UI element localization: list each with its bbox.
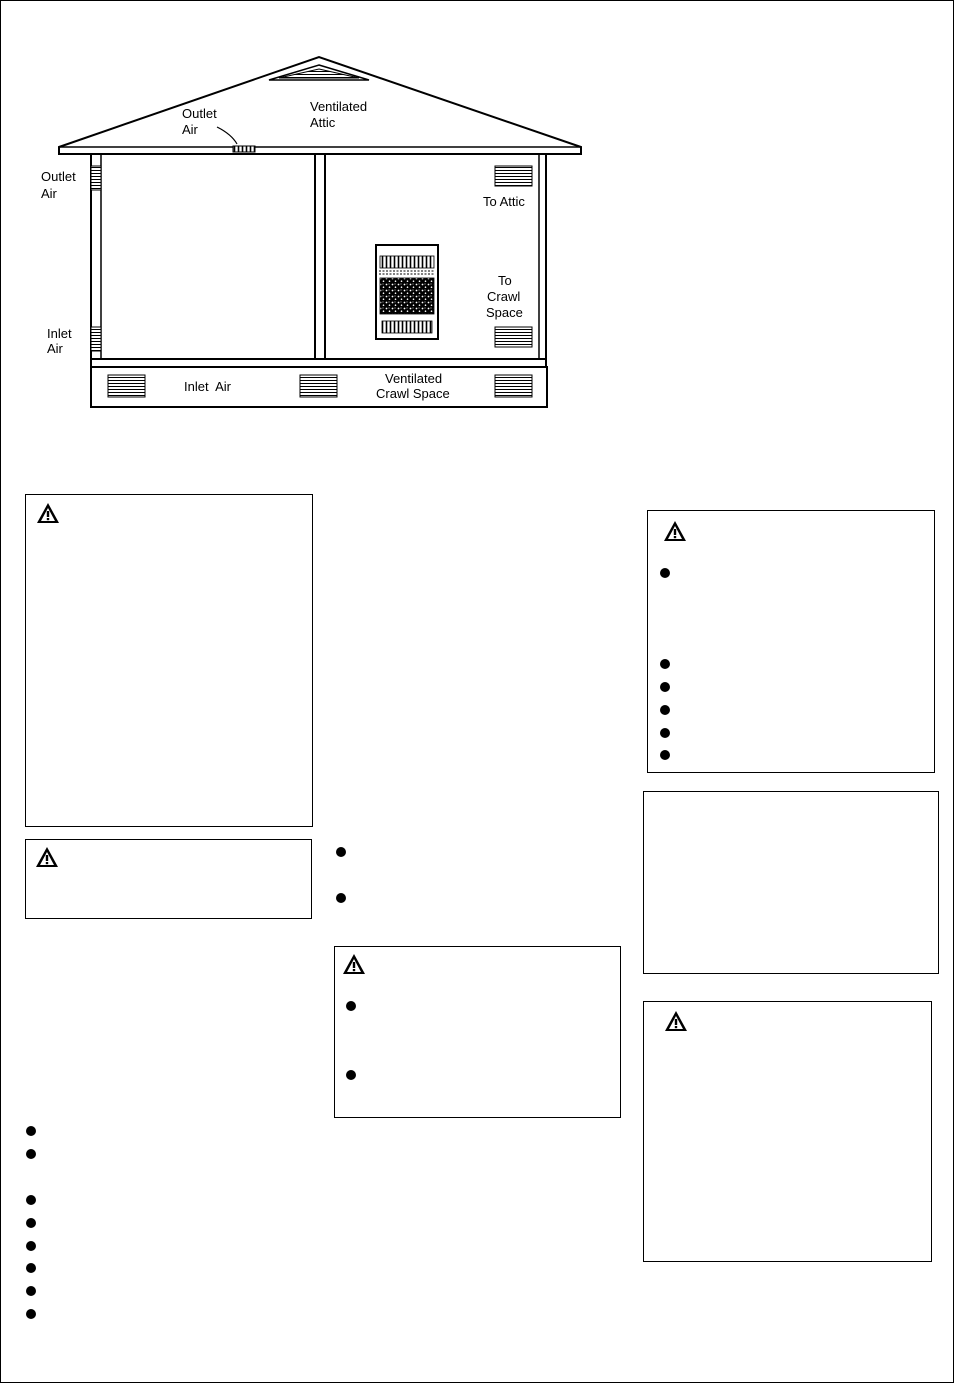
warning-box-left-1 — [25, 494, 313, 827]
bullet-dot-icon — [660, 682, 670, 692]
wall-inlet-vent — [91, 327, 101, 351]
bullet-dot-icon — [26, 1241, 36, 1251]
to-attic-vent — [495, 166, 532, 186]
label-to-attic: To Attic — [483, 194, 525, 209]
bullet-dot-icon — [346, 1001, 356, 1011]
label-ventilated-crawl-2: Crawl Space — [376, 386, 450, 401]
warning-triangle-icon — [35, 846, 59, 868]
wall-outlet-vent — [91, 166, 101, 190]
label-to-crawl-1: To — [498, 273, 512, 288]
bullet-dot-icon — [336, 847, 346, 857]
warning-box-right-2 — [643, 1001, 932, 1262]
warning-box-middle — [334, 946, 621, 1118]
bullet-dot-icon — [660, 750, 670, 760]
ventilation-diagram — [1, 1, 954, 421]
warning-triangle-icon — [342, 953, 366, 975]
label-ventilated-attic-1: Ventilated — [310, 99, 368, 114]
bullet-dot-icon — [346, 1070, 356, 1080]
bullet-dot-icon — [660, 568, 670, 578]
bullet-dot-icon — [26, 1218, 36, 1228]
label-to-crawl-2: Crawl — [487, 289, 521, 304]
bullet-dot-icon — [336, 893, 346, 903]
bullet-dot-icon — [26, 1263, 36, 1273]
roof-outlet-vent — [233, 146, 255, 152]
label-outlet-air-wall-2: Air — [41, 186, 57, 201]
notice-box-right — [643, 791, 939, 974]
warning-box-right-1 — [647, 510, 935, 773]
label-ventilated-attic-2: Attic — [310, 115, 336, 130]
bullet-dot-icon — [26, 1149, 36, 1159]
warning-triangle-icon — [36, 502, 60, 524]
warning-triangle-icon — [664, 1010, 688, 1032]
bullet-dot-icon — [660, 705, 670, 715]
bullet-dot-icon — [26, 1195, 36, 1205]
crawl-vent-center — [300, 375, 337, 397]
bullet-dot-icon — [660, 728, 670, 738]
bullet-dot-icon — [26, 1126, 36, 1136]
house-walls — [91, 154, 546, 364]
label-outlet-air-roof-2: Air — [182, 122, 198, 137]
label-inlet-air-wall-1: Inlet — [47, 326, 72, 341]
label-ventilated-crawl-1: Ventilated — [385, 371, 443, 386]
to-crawl-vent — [495, 327, 532, 347]
label-outlet-air-roof-1: Outlet — [182, 106, 217, 121]
warning-triangle-icon — [663, 520, 687, 542]
warning-box-left-2 — [25, 839, 312, 919]
label-to-crawl-3: Space — [486, 305, 523, 320]
bullet-dot-icon — [26, 1309, 36, 1319]
bullet-dot-icon — [660, 659, 670, 669]
label-inlet-air-wall-2: Air — [47, 341, 63, 356]
label-inlet-air-crawl: Inlet Air — [184, 379, 231, 394]
label-outlet-air-wall-1: Outlet — [41, 169, 76, 184]
bullet-dot-icon — [26, 1286, 36, 1296]
heater-illustration — [376, 245, 438, 339]
crawl-vent-right — [495, 375, 532, 397]
crawl-vent-left — [108, 375, 145, 397]
